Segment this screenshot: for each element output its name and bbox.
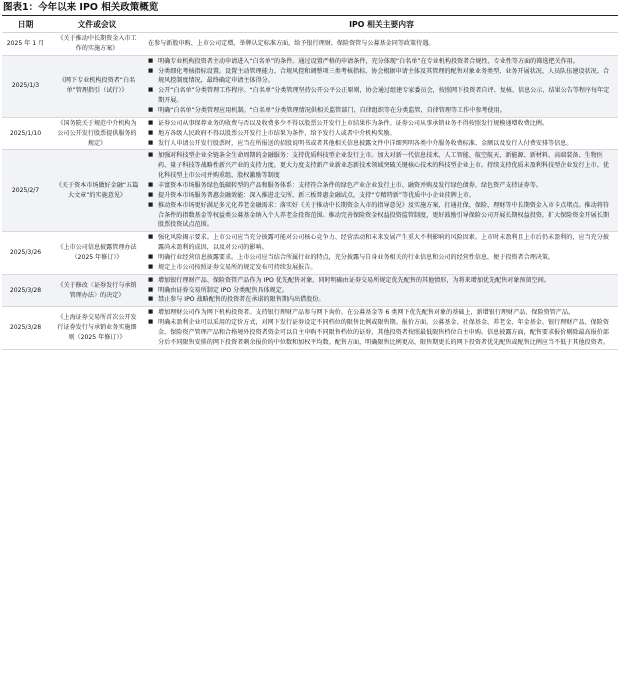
row-document: 《上海证券交易所首次公开发行证券发行与承销业务实施细则（2025 年修订）》: [49, 307, 145, 349]
bullet-item: ■ 规定上市公司按照证券交易所的规定发布可持续发展报告。: [148, 263, 615, 273]
bullet-item: ■ 证券公司从事保荐业务的收费与否以及收费多少不得以股票公开发行上市结果作为条件。证券公司从事承销业务不得按照发行规模递增收费比例。: [148, 119, 615, 129]
row-document: 《关于修改〈证券发行与承销管理办法〉的决定》: [49, 274, 145, 307]
table-row: [2, 117, 618, 150]
ipo-policy-table: [2, 16, 618, 350]
row-date: 2025/1/10: [2, 117, 49, 150]
row-content: [145, 232, 618, 274]
bullet-item: ■ 明确“白名单”分类管理应用机制。“白名单”分类管理情况供相关监管部门、自律组织等在分类监管、自律管理等工作中参考使用。: [148, 106, 615, 116]
row-document: 《上市公司信息披露管理办法（2025 年修订）》: [49, 232, 145, 274]
figure-title: 图表1：今年以来 IPO 相关政策概览: [3, 2, 159, 13]
bullet-list: [148, 57, 615, 116]
bullet-item: ■ 明确行业经营信息披露要求。上市公司应当结合所属行业的特点，充分披露与自身业务相关的行业信息和公司的经营性信息，便于投资者合理决策。: [148, 253, 615, 263]
table-row: [2, 33, 618, 56]
table-header-row: [2, 16, 618, 33]
row-content: [145, 150, 618, 232]
bullet-item: ■ 发行人申请公开发行股票时，应当在所报送的招股说明书或者其他相关信息披露文件中详细列明各类中介服务收费标准、金额以及发行人付费安排等信息。: [148, 139, 615, 149]
column-header-date: 日期: [2, 16, 49, 33]
row-date: 2025 年 1 月: [2, 33, 49, 56]
bullet-item: ■ 公开“白名单”分类管理工作程序。“白名单”分类管理坚持公开公平公正原则，协会通过组建专家委员会，按照网下投资者自评、复核、信息公示、结果公告等程序每年定期开展。: [148, 86, 615, 106]
bullet-item: ■ 提升资本市场服务普惠金融效能：深入推进北交所、新三板普惠金融试点，支持“专精特新”等优质中小企业挂牌上市。: [148, 191, 615, 201]
table-row: [2, 307, 618, 349]
row-document: 《国务院关于规范中介机构为公司公开发行股票提供服务的规定》: [49, 117, 145, 150]
bullet-list: [148, 151, 615, 230]
bullet-list: [148, 119, 615, 149]
table-row: [2, 150, 618, 232]
bullet-item: ■ 明确未盈利企业可以采用的定价方式，对网下发行证券设定不同档位的限售比例或限售期。报价方面，公募基金、社保基金、养老金、年金基金、银行理财产品、保险资金、保险资产管理产品和合格境外投资者资金可以自主申购不同限售档位的证券，其他投资者按照最低限售档位自主申购。信息披露方面，配售要求报价剔除最高报价部分后不同限售安排的网下投资者剩余报价的中位数和加权平均数。配售方面，明确限售比例更高、限售期更长的网下投资者优先配售或配售比例应当不低于其他投资者。: [148, 318, 615, 348]
bullet-item: ■ 禁止参与 IPO 战略配售的投资者在承诺的限售期内出借股份。: [148, 295, 615, 305]
row-content: [145, 307, 618, 349]
bullet-item: ■ 明确专业机构投资者主动申请进入“白名单”的条件。通过设置严格的申请条件，充分体现“白名单”在专业机构投资者合规性、专业性等方面的筛选把关作用。: [148, 57, 615, 67]
table-row: [2, 232, 618, 274]
bullet-item: ■ 强化风险揭示要求。上市公司应当充分披露可能对公司核心竞争力、经营活动和未来发展产生重大不利影响的风险因素。上市时未盈利且上市后仍未盈利的，应当充分披露尚未盈利的成因，以及对公司的影响。: [148, 233, 615, 253]
column-header-document: 文件或会议: [49, 16, 145, 33]
bullet-item: ■ 地方各级人民政府不得以股票公开发行上市结果为条件，给予发行人或者中介机构奖励。: [148, 129, 615, 139]
row-document: 《网下专业机构投资者“白名单”管理指引（试行）》: [49, 55, 145, 117]
bullet-item: ■ 增加银行理财产品、保险资管产品作为 IPO 优先配售对象，同时明确由证券交易所规定优先配售的其他情形，为将来增加优先配售对象预留空间。: [148, 276, 615, 286]
row-document: 《关于推动中长期资金入市工作的实施方案》: [49, 33, 145, 56]
bullet-item: ■ 推动资本市场更好满足多元化养老金融需求：落实好《关于推动中长期资金入市的指导意见》及实施方案，打通社保、保险、理财等中长期资金入市卡点堵点。推动将符合条件的指数基金等权益类公募基金纳入个人养老金投资范围。推动完善保险资金权益投资监管制度，更好鼓励引导保险公司开展长期权益投资。扩大保险资金开展长期股票投资试点范围。: [148, 201, 615, 231]
row-date: 2025/3/28: [2, 274, 49, 307]
row-date: 2025/3/28: [2, 307, 49, 349]
bullet-item: ■ 明确由证券交易所制定 IPO 分类配售具体规定。: [148, 286, 615, 296]
bullet-list: [148, 276, 615, 306]
bullet-item: ■ 分类细化考核指标设置。设置主动管理能力、合规风控和调整项三类考核指标，协会根据申请主体及其管理的配售对象业务类型、业务开展状况、人员队伍建设状况、合规风控制度情况，最终确定申请主体得分。: [148, 67, 615, 87]
row-content: [145, 55, 618, 117]
row-document: 《关于资本市场做好金融“五篇大文章”的实施意见》: [49, 150, 145, 232]
column-header-content: IPO 相关主要内容: [145, 16, 618, 33]
bullet-list: [148, 308, 615, 347]
bullet-item: ■ 丰富资本市场服务绿色低碳转型的产品和服务体系：支持符合条件的绿色产业企业发行上市、融资并购及发行绿色债券、绿色资产支持证券等。: [148, 181, 615, 191]
table-row: [2, 55, 618, 117]
row-date: 2025/3/26: [2, 232, 49, 274]
bullet-item: ■ 加强对科技型企业全链条全生命周期的金融服务：支持优质科技型企业发行上市。加大对新一代信息技术、人工智能、航空航天、新能源、新材料、高端装备、生物医药、量子科技等战略性新兴产业的支持力度。更大力度支持新产业新业态新技术领域突破关键核心技术的科技型企业上市。持续支持优质未盈利科技型企业发行上市。优化科技型上市公司并购重组、股权激励等制度: [148, 151, 615, 181]
row-content: [145, 117, 618, 150]
bullet-item: ■ 增加理财公司作为网下机构投资者。支持银行理财产品参与网下询价。在公募基金等 6 类网下优先配售对象的基础上，新增银行理财产品、保险资管产品。: [148, 308, 615, 318]
row-content: 在参与新股申购、上市公司定增、举牌认定标准方面，给予银行理财、保险资管与公募基金同等政策待遇。: [145, 33, 618, 56]
row-date: 2025/2/7: [2, 150, 49, 232]
bullet-list: [148, 233, 615, 272]
table-row: [2, 274, 618, 307]
row-content: [145, 274, 618, 307]
row-date: 2025/1/3: [2, 55, 49, 117]
